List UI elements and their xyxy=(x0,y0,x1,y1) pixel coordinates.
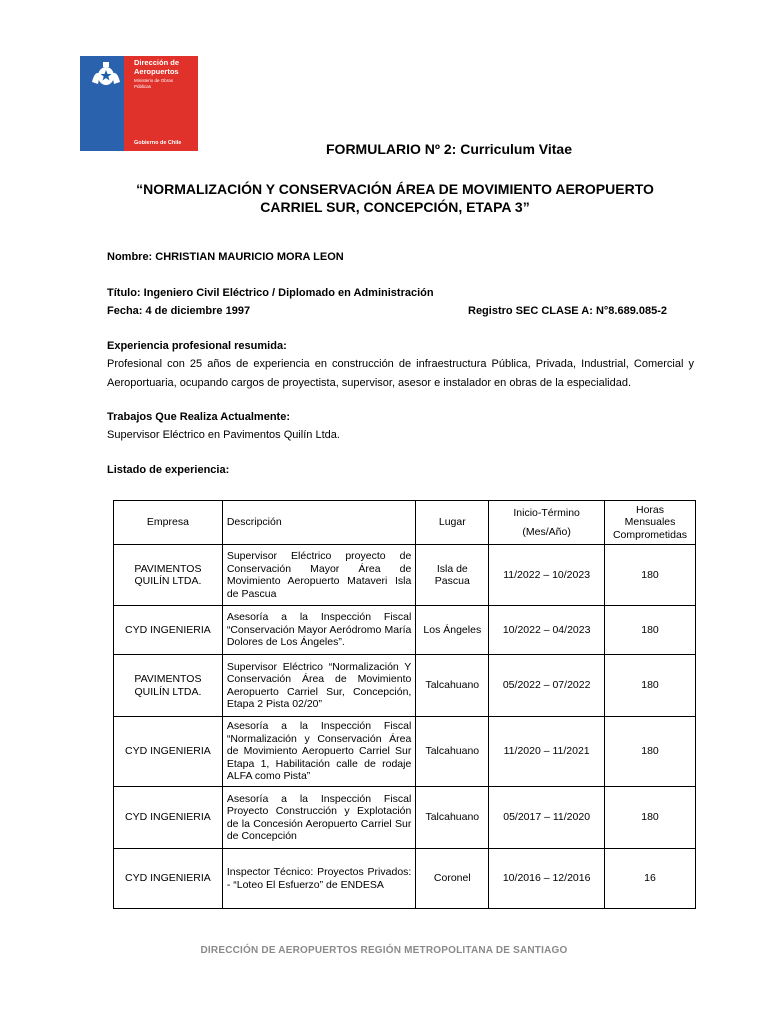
logo-line3: Ministerio de Obras xyxy=(134,78,174,83)
cell-empresa: PAVIMENTOS QUILÍN LTDA. xyxy=(114,545,223,606)
nombre: Nombre: CHRISTIAN MAURICIO MORA LEON xyxy=(107,251,344,263)
header-descripcion: Descripción xyxy=(222,501,415,545)
cell-empresa: CYD INGENIERIA xyxy=(114,717,223,787)
titulo: Título: Ingeniero Civil Eléctrico / Diplomado en Administración xyxy=(107,287,434,299)
trabajos-heading: Trabajos Que Realiza Actualmente: xyxy=(107,411,290,423)
experiencia-heading: Experiencia profesional resumida: xyxy=(107,340,287,352)
cell-lugar: Isla de Pascua xyxy=(416,545,489,606)
cell-empresa: CYD INGENIERIA xyxy=(114,787,223,849)
logo-line4: Públicas xyxy=(134,83,152,89)
cell-lugar: Los Ángeles xyxy=(416,606,489,655)
cell-descripcion: Inspector Técnico: Proyectos Privados: - “Loteo El Esfuerzo” de ENDESA xyxy=(222,849,415,909)
cell-horas: 180 xyxy=(605,787,696,849)
logo-line1: Dirección de xyxy=(134,58,180,67)
page-footer: DIRECCIÓN DE AEROPUERTOS REGIÓN METROPOLITANA DE SANTIAGO xyxy=(200,945,568,956)
table-row xyxy=(114,545,696,606)
cell-periodo: 11/2020 – 11/2021 xyxy=(489,717,605,787)
table-row xyxy=(114,849,696,909)
cell-periodo: 05/2017 – 11/2020 xyxy=(489,787,605,849)
cell-descripcion: Asesoría a la Inspección Fiscal “Conservación Mayor Aeródromo María Dolores de Los Ángeles”. xyxy=(222,606,415,655)
logo-line2: Aeropuertos xyxy=(134,66,179,76)
cell-horas: 180 xyxy=(605,606,696,655)
header-horas: Horas Mensuales Comprometidas xyxy=(605,501,696,545)
cell-horas: 16 xyxy=(605,849,696,909)
coat-of-arms-icon xyxy=(86,60,126,90)
registro-sec: Registro SEC CLASE A: N°8.689.085-2 xyxy=(468,305,667,317)
cell-lugar: Talcahuano xyxy=(416,717,489,787)
main-title-line2: CARRIEL SUR, CONCEPCIÓN, ETAPA 3” xyxy=(260,199,530,215)
main-title xyxy=(100,180,690,216)
trabajos-text: Supervisor Eléctrico en Pavimentos Quilín Ltda. xyxy=(107,429,340,441)
cell-empresa: CYD INGENIERIA xyxy=(114,849,223,909)
listado-heading: Listado de experiencia: xyxy=(107,464,230,476)
header-lugar: Lugar xyxy=(416,501,489,545)
cell-horas: 180 xyxy=(605,717,696,787)
table-row xyxy=(114,655,696,717)
experience-table xyxy=(113,500,696,909)
cell-horas: 180 xyxy=(605,655,696,717)
main-title-line1: “NORMALIZACIÓN Y CONSERVACIÓN ÁREA DE MOVIMIENTO AEROPUERTO xyxy=(136,181,654,197)
header-empresa: Empresa xyxy=(114,501,223,545)
experiencia-text: Profesional con 25 años de experiencia en construcción de infraestructura Pública, Privada, Industrial, Comercial y Aeroportuaria, ocupando cargos de proyectista, supervisor, asesor e instalador en obras de la especialidad. xyxy=(107,358,694,389)
cell-horas: 180 xyxy=(605,545,696,606)
ministry-logo xyxy=(80,56,198,151)
cell-lugar: Talcahuano xyxy=(416,787,489,849)
header-inicio-termino: Inicio-Término (Mes/Año) xyxy=(489,501,605,545)
cell-empresa: PAVIMENTOS QUILÍN LTDA. xyxy=(114,655,223,717)
cell-periodo: 10/2022 – 04/2023 xyxy=(489,606,605,655)
table-row xyxy=(114,787,696,849)
table-header-row xyxy=(114,501,696,545)
cell-descripcion: Supervisor Eléctrico “Normalización Y Conservación Área de Movimiento Aeropuerto Carriel Sur, Concepción, Etapa 2 Pista 02/20” xyxy=(222,655,415,717)
fecha: Fecha: 4 de diciembre 1997 xyxy=(107,305,251,317)
cell-descripcion: Asesoría a la Inspección Fiscal Proyecto Construcción y Explotación de la Concesión Aeropuerto Carriel Sur de Concepción xyxy=(222,787,415,849)
cell-empresa: CYD INGENIERIA xyxy=(114,606,223,655)
cell-periodo: 05/2022 – 07/2022 xyxy=(489,655,605,717)
table-row xyxy=(114,606,696,655)
cell-descripcion: Supervisor Eléctrico proyecto de Conservación Mayor Área de Movimiento Aeropuerto Mataveri Isla de Pascua xyxy=(222,545,415,606)
cell-periodo: 10/2016 – 12/2016 xyxy=(489,849,605,909)
form-title: FORMULARIO Nº 2: Curriculum Vitae xyxy=(326,141,572,157)
cell-lugar: Coronel xyxy=(416,849,489,909)
cell-lugar: Talcahuano xyxy=(416,655,489,717)
cell-periodo: 11/2022 – 10/2023 xyxy=(489,545,605,606)
logo-footer: Gobierno de Chile xyxy=(134,140,182,146)
table-row xyxy=(114,717,696,787)
cell-descripcion: Asesoría a la Inspección Fiscal “Normalización y Conservación Área de Movimiento Aeropuerto Carriel Sur Etapa 1, Habilitación calle de rodaje ALFA como Pista” xyxy=(222,717,415,787)
